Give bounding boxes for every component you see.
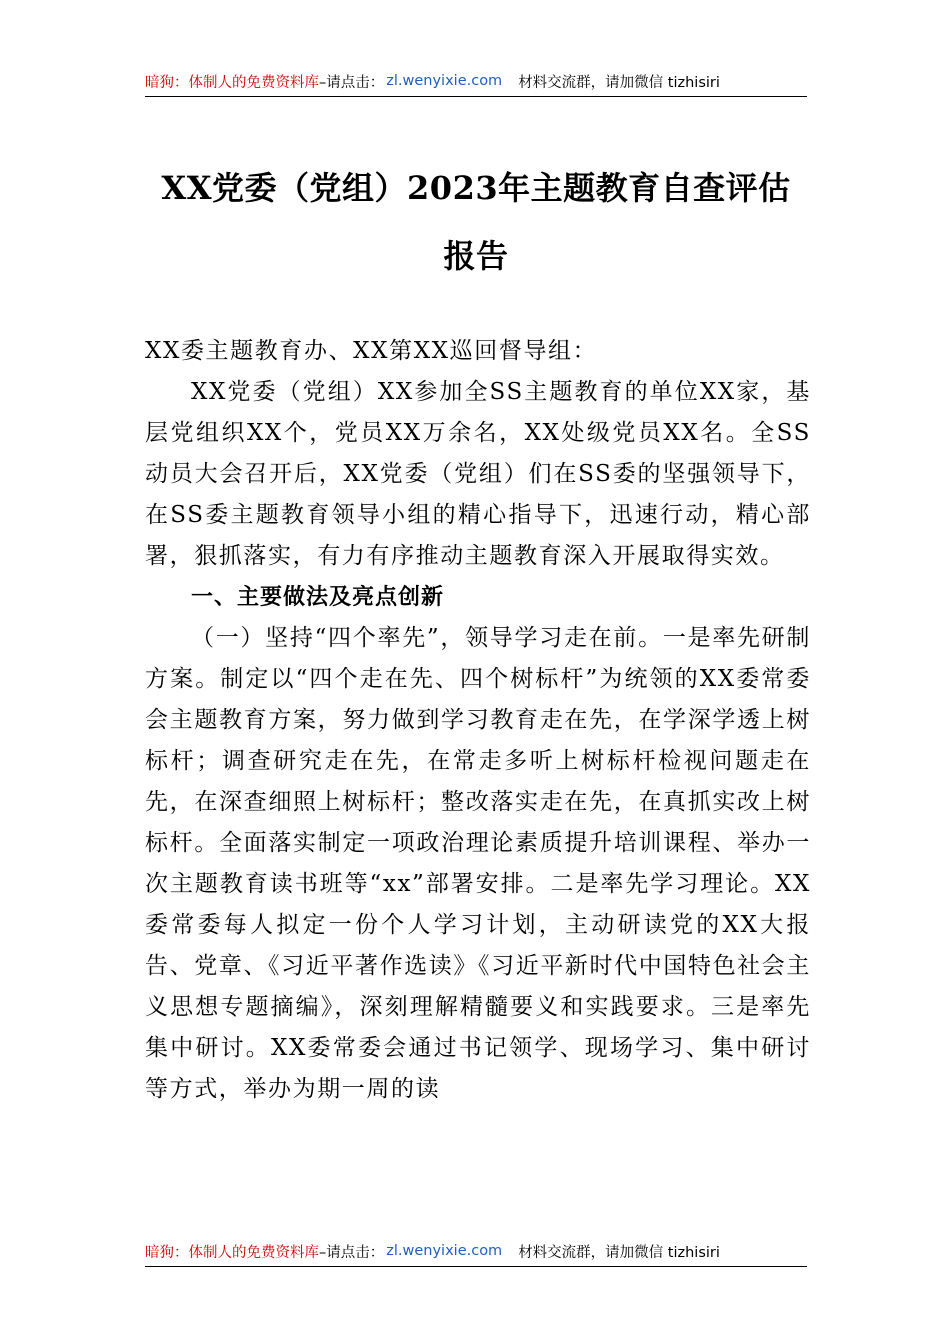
header-banner-url-link[interactable]: zl.wenyixie.com xyxy=(386,73,503,89)
header-banner-site-name: 暗狗：体制人的免费资料库 xyxy=(145,74,319,91)
footer-banner-site-name: 暗狗：体制人的免费资料库 xyxy=(145,1244,319,1261)
document-title-line-1: XX党委（党组）2023年主题教育自查评估 xyxy=(161,169,791,207)
footer-banner-click-prompt: –请点击： xyxy=(319,1244,385,1261)
header-banner xyxy=(145,66,807,97)
paragraph-section-1-1: （一）坚持“四个率先”，领导学习走在前。一是率先研制方案。制定以“四个走在先、四个树标杆”为统领的XX委常委会主题教育方案，努力做到学习教育走在先，在学深学透上树标杆；调查研究走在先，在常走多听上树标杆检视问题走在先，在深查细照上树标杆；整改落实走在先，在真抓实改上树标杆。全面落实制定一项政治理论素质提升培训课程、举办一次主题教育读书班等“xx”部署安排。二是率先学习理论。XX委常委每人拟定一份个人学习计划，主动研读党的XX大报告、党章、《习近平著作选读》《习近平新时代中国特色社会主义思想专题摘编》，深刻理解精髓要义和实践要求。三是率先集中研讨。XX委常委会通过书记领学、现场学习、集中研讨等方式，举办为期一周的读 xyxy=(145,625,811,1102)
footer-banner-wechat-note: 材料交流群，请加微信 tizhisiri xyxy=(518,1244,720,1261)
header-banner-click-prompt: –请点击： xyxy=(319,74,385,91)
section-heading-1: 一、主要做法及亮点创新 xyxy=(191,585,445,610)
footer-banner-url-link[interactable]: zl.wenyixie.com xyxy=(386,1243,503,1259)
paragraph-intro: XX党委（党组）XX参加全SS主题教育的单位XX家，基层党组织XX个，党员XX万余名，XX处级党员XX名。全SS动员大会召开后，XX党委（党组）们在SS委的坚强领导下，在SS委主题教育领导小组的精心指导下，迅速行动，精心部署，狠抓落实，有力有序推动主题教育深入开展取得实效。 xyxy=(145,379,811,569)
footer-banner xyxy=(145,1236,807,1267)
header-banner-wechat-note: 材料交流群，请加微信 tizhisiri xyxy=(518,74,720,91)
document-title-line-2: 报告 xyxy=(443,237,509,275)
document-body xyxy=(145,331,811,1110)
salutation: XX委主题教育办、XX第XX巡回督导组： xyxy=(145,338,598,364)
